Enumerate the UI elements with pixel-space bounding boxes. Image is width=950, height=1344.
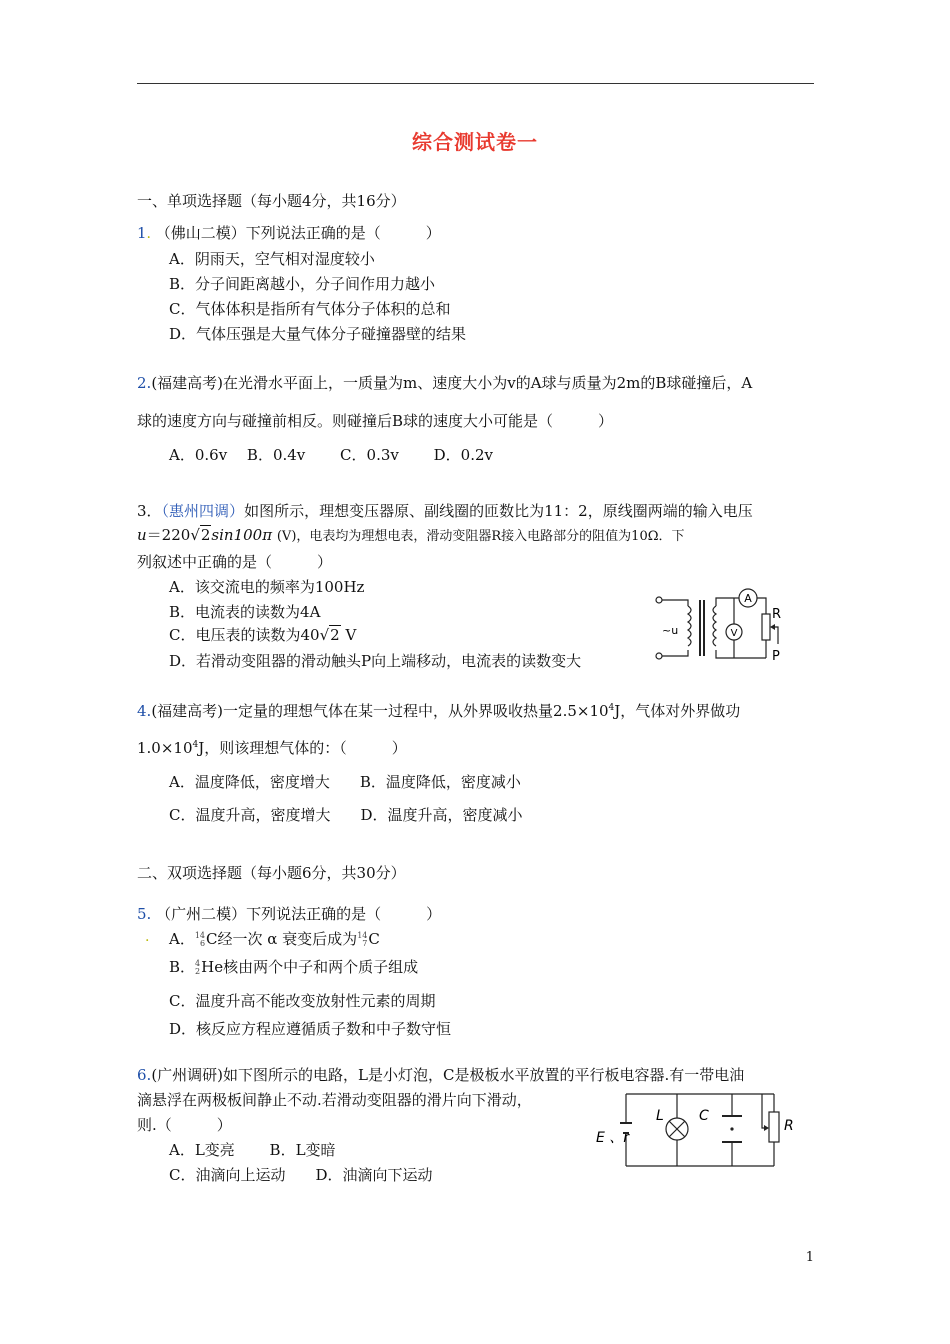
question-4-line-2-text: 1.0×10 — [137, 739, 193, 757]
question-3-line-3: 列叙述中正确的是（ ） — [137, 553, 333, 571]
q5-option-b-label: B． — [169, 958, 196, 976]
q5-option-d: D．核反应方程应遵循质子数和中子数守恒 — [169, 1020, 452, 1038]
question-2-line-2: 球的速度方向与碰撞前相反。则碰撞后B球的速度大小可能是（ ） — [137, 412, 614, 430]
fig-l-label: L — [656, 1108, 664, 1124]
voltmeter-icon: V — [730, 628, 738, 639]
question-5-stem: （广州二模）下列说法正确的是（ ） — [156, 905, 442, 923]
question-6-line-3: 则.（ ） — [137, 1116, 232, 1134]
q3-option-c-radicand: 2 — [330, 626, 340, 644]
question-3-line-2: u＝220√2sin100π (V)，电表均为理想电表，滑动变阻器R接入电路部分的阻值为10Ω．下 — [137, 526, 685, 544]
question-2-source: (福建高考) — [151, 374, 224, 392]
fig-r-label: R — [784, 1118, 794, 1134]
q1-option-c: C．气体体积是指所有气体分子体积的总和 — [169, 300, 451, 318]
q3-option-c-unit: V — [345, 626, 357, 644]
q3-option-c-text: C．电压表的读数为 — [169, 626, 301, 644]
question-6-line-2: 滴悬浮在两极板间静止不动.若滑动变阻器的滑片向下滑动， — [137, 1091, 532, 1109]
question-4-text: 一定量的理想气体在某一过程中，从外界吸收热量2.5×10 — [223, 702, 609, 720]
element-c: C — [368, 930, 380, 948]
q6-options-cd: C．油滴向上运动 D．油滴向下运动 — [169, 1166, 433, 1184]
q3-option-a: A．该交流电的频率为100Hz — [169, 578, 365, 596]
section-2-heading: 二、双项选择题（每小题6分，共30分） — [137, 864, 406, 882]
fig-p-label: P — [772, 649, 780, 664]
q5-option-b-text: 核由两个中子和两个质子组成 — [223, 958, 419, 976]
fig-er-label: E 、r — [596, 1130, 630, 1146]
question-4-text-end: J，气体对外界做功 — [614, 702, 741, 720]
question-1-number: 1 — [137, 224, 147, 242]
question-4-line-2-exponent: 4 — [192, 740, 199, 750]
q5-option-a-label: A． — [169, 930, 195, 948]
element-he: He — [201, 958, 224, 976]
question-3-text: 如图所示，理想变压器原、副线圈的匝数比为11：2，原线圈两端的输入电压 — [244, 502, 753, 520]
ammeter-icon: A — [744, 592, 752, 605]
nuclide-c14-7: 14 7 — [357, 931, 368, 948]
question-3-text-2: (V)，电表均为理想电表，滑动变阻器R接入电路部分的阻值为10Ω．下 — [276, 529, 685, 544]
question-4-line-1 — [137, 700, 740, 721]
fig-u-label: ~u — [662, 624, 679, 637]
question-3-line-1 — [137, 500, 753, 521]
question-6-line-1 — [137, 1064, 744, 1085]
q6-options-ab: A．L变亮 B．L变暗 — [169, 1141, 336, 1159]
question-2-line-1 — [137, 372, 752, 393]
question-6-source: (广州调研) — [151, 1066, 224, 1084]
section-1-heading: 一、单项选择题（每小题4分，共16分） — [137, 192, 406, 210]
question-4-source: (福建高考) — [151, 702, 224, 720]
transformer-circuit-diagram — [648, 582, 794, 674]
q2-options: A．0.6v B．0.4v C．0.3v D．0.2v — [169, 446, 493, 464]
oil-drop-icon — [730, 1127, 733, 1130]
question-6-number: 6. — [137, 1066, 152, 1084]
q1-option-a: A．阴雨天，空气相对湿度较小 — [169, 250, 375, 268]
question-2-number: 2. — [137, 374, 152, 392]
q3-option-d: D．若滑动变阻器的滑动触头P向上端移动，电流表的读数变大 — [169, 652, 582, 670]
q4-options-ab: A．温度降低，密度增大 B．温度降低，密度减小 — [169, 773, 521, 791]
top-rule — [137, 83, 814, 84]
capacitor-circuit-diagram — [592, 1090, 802, 1172]
question-4-number: 4. — [137, 702, 152, 720]
question-2-text: 在光滑水平面上，一质量为m、速度大小为v的A球与质量为2m的B球碰撞后，A — [223, 374, 753, 392]
q5-option-c: C．温度升高不能改变放射性元素的周期 — [169, 992, 436, 1010]
formula-sin: sin100π — [211, 526, 273, 544]
question-3-number: 3． — [137, 502, 162, 520]
question-4-line-2-end: J，则该理想气体的：（ ） — [198, 739, 407, 757]
question-1 — [137, 222, 441, 243]
q5-option-b — [169, 956, 418, 977]
q1-option-d: D．气体压强是大量气体分子碰撞器壁的结果 — [169, 325, 467, 343]
q1-option-b: B．分子间距离越小，分子间作用力越小 — [169, 275, 436, 293]
fig-r-label: R — [772, 607, 782, 622]
page-number: 1 — [805, 1250, 814, 1265]
question-3-source: （惠州四调） — [161, 502, 245, 520]
q3-option-c-value: 40 — [300, 626, 320, 644]
bullet-dot: . — [146, 226, 151, 242]
element-c: C — [206, 930, 218, 948]
question-6-text: 如下图所示的电路，L是小灯泡，C是极板水平放置的平行板电容器.有一带电油 — [223, 1066, 745, 1084]
question-4-line-2 — [137, 737, 407, 758]
question-5 — [137, 903, 441, 924]
nuclide-he4-2: 4 2 — [195, 959, 201, 976]
q3-option-c: C．电压表的读数为40√2 V — [169, 626, 357, 644]
page-title: 综合测试卷一 — [412, 130, 538, 154]
bullet-dot: . — [145, 929, 150, 945]
question-1-stem: （佛山二模）下列说法正确的是（ ） — [155, 224, 441, 242]
q3-option-b: B．电流表的读数为4A — [169, 603, 321, 621]
q5-option-a-text: 经一次 α 衰变后成为 — [217, 930, 358, 948]
q4-options-cd: C．温度升高，密度增大 D．温度升高，密度减小 — [169, 806, 523, 824]
q5-option-a — [169, 928, 380, 949]
nuclide-c14-6: 14 6 — [194, 931, 206, 948]
question-5-number: 5. — [137, 905, 152, 923]
formula-u: u — [137, 526, 147, 544]
formula-eq: ＝220 — [146, 526, 191, 544]
fig-c-label: C — [699, 1108, 709, 1124]
formula-radicand: 2 — [200, 526, 211, 544]
question-4-exponent: 4 — [608, 703, 615, 713]
